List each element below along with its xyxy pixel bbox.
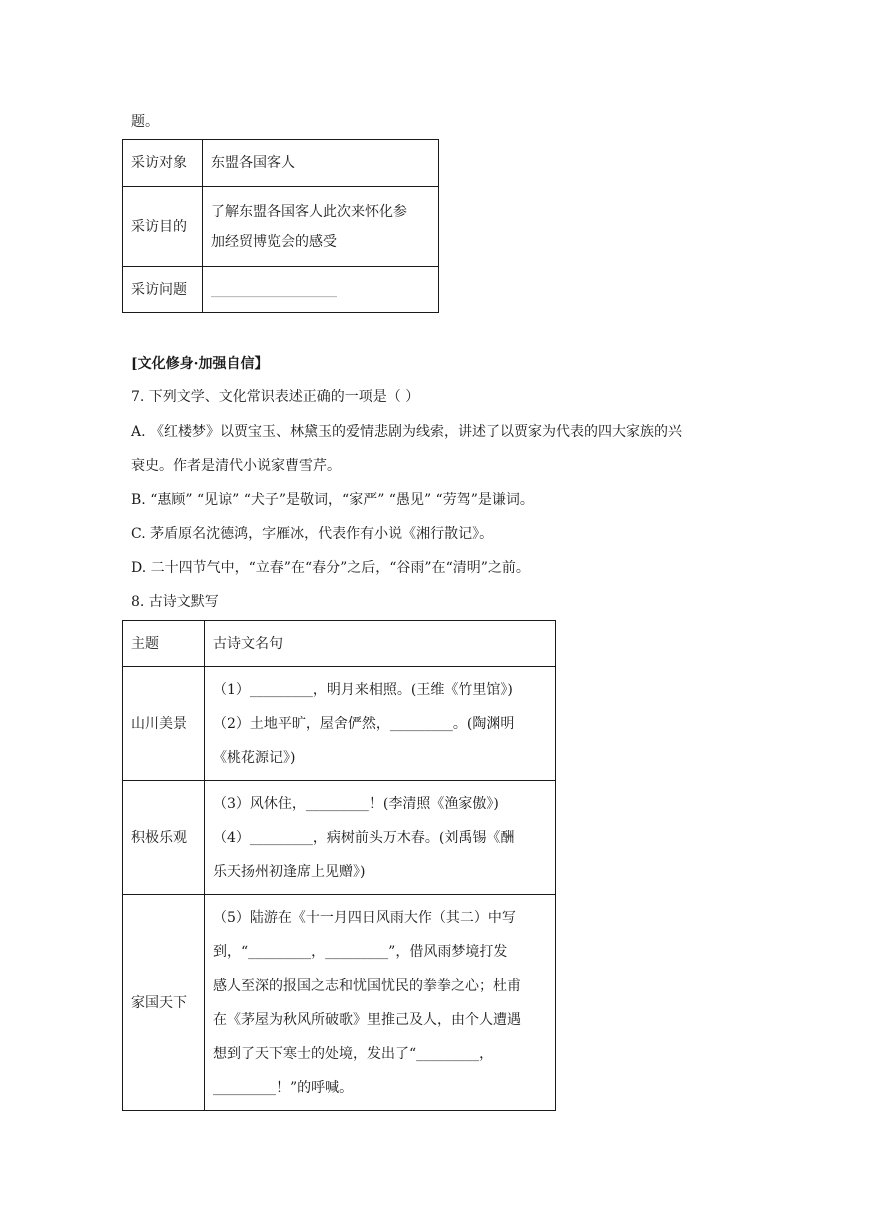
answer-blank: __________________ xyxy=(211,281,337,298)
q7-option-d: D. 二十四节气中，“立春”在“春分”之后，“谷雨”在“清明”之前。 xyxy=(131,560,530,576)
q7-stem: 7. 下列文学、文化常识表述正确的一项是（ ） xyxy=(131,389,420,405)
section-heading: [文化修身·加强自信】 xyxy=(131,356,269,372)
top-text: 题。 xyxy=(131,114,159,130)
row-label: 采访问题 xyxy=(123,267,203,313)
row-content: （1）_________，明月来相照。(王维《竹里馆》) （2）土地平旷，屋舍俨然，_________。(陶渊明 《桃花源记》) xyxy=(205,667,556,781)
row-content xyxy=(203,267,439,313)
q7-option-a-line1: A. 《红楼梦》以贾宝玉、林黛玉的爱情悲剧为线索，讲述了以贾家为代表的四大家族的兴 xyxy=(131,424,683,440)
row-theme: 积极乐观 xyxy=(123,781,205,895)
row-content: （3）风休住，_________！(李清照《渔家傲》) （4）_________，病树前头万木春。(刘禹锡《酬 乐天扬州初逢席上见赠》) xyxy=(205,781,556,895)
table-row xyxy=(123,267,439,313)
poetry-table xyxy=(122,620,556,1111)
table-row xyxy=(123,140,439,187)
table-row xyxy=(123,667,556,781)
q7-option-a-line2: 衰史。作者是清代小说家曹雪芹。 xyxy=(131,458,341,474)
row-label: 采访对象 xyxy=(123,140,203,187)
table-row xyxy=(123,895,556,1111)
header-content: 古诗文名句 xyxy=(205,621,556,667)
row-theme: 山川美景 xyxy=(123,667,205,781)
header-theme: 主题 xyxy=(123,621,205,667)
row-content: （5）陆游在《十一月四日风雨大作（其二）中写 到，“_________，_________”，借风雨梦境打发 感人至深的报国之志和忧国忧民的拳拳之心；杜甫 在《茅屋为秋风所破歌》里推己及人，由个人遭遇 想到了天下寒士的处境，发出了“_________， _________！”的呼喊。 xyxy=(205,895,556,1111)
q8-stem: 8. 古诗文默写 xyxy=(131,594,219,610)
row-theme: 家国天下 xyxy=(123,895,205,1111)
table-row xyxy=(123,781,556,895)
table-header-row xyxy=(123,621,556,667)
row-content: 了解东盟各国客人此次来怀化参 加经贸博览会的感受 xyxy=(203,187,439,267)
q7-option-b: B. “惠顾” “见谅” “犬子”是敬词，“家严” “愚见” “劳驾”是谦词。 xyxy=(131,492,534,508)
q7-option-c: C. 茅盾原名沈德鸿，字雁冰，代表作有小说《湘行散记》。 xyxy=(131,526,494,542)
row-content: 东盟各国客人 xyxy=(203,140,439,187)
interview-table xyxy=(122,139,439,313)
row-label: 采访目的 xyxy=(123,187,203,267)
table-row xyxy=(123,187,439,267)
